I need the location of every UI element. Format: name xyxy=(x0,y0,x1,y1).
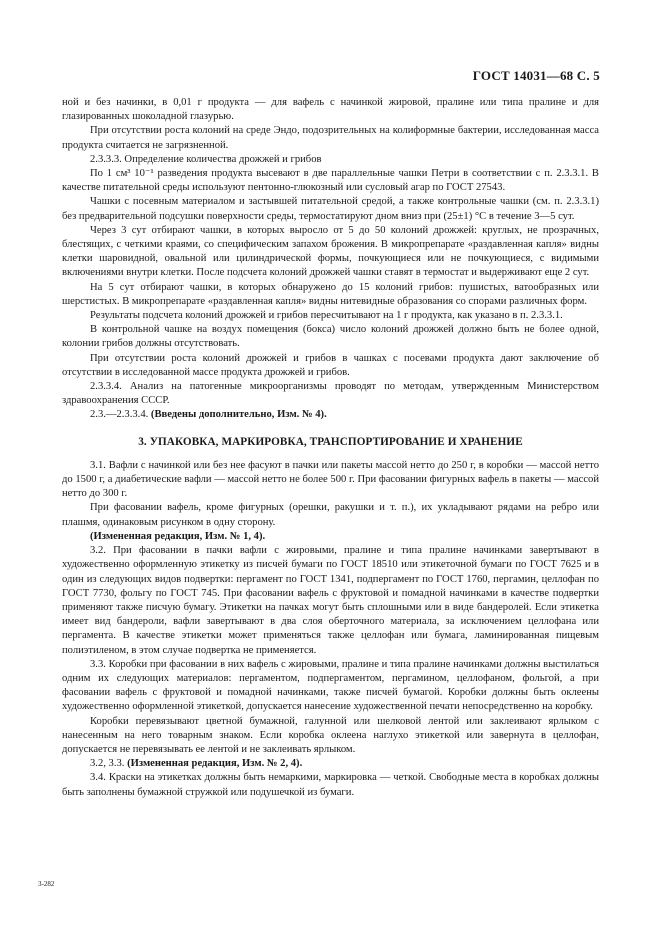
page-footer: 3-282 xyxy=(38,880,55,888)
paragraph: Коробки перевязывают цветной бумажной, галунной или шелковой лентой или заклеивают ярлыком с нанесенным на него товарным знаком. Если коробка оклеена наглухо этикеткой или завернута в целлофан, допускается не перевязывать ее лентой и не заклеивать ярлыком. xyxy=(62,715,599,755)
amendment-ref: 3.2, 3.3. xyxy=(90,758,128,770)
paragraph: Через 3 сут отбирают чашки, в которых выросло от 5 до 50 колоний дрожжей: круглых, не прозрачных, блестящих, с четкими краями, со специфическим запахом брожения. В микропрепарате «раздавленная капля» видны клетки шаровидной, овальной или цилиндрической формы, почкующиеся или не почкующиеся, с видимыми включениями внутри клетки. После подсчета колоний дрожжей чашки ставят в термостат и выдерживают еще 2 сут. xyxy=(62,224,599,279)
paragraph: В контрольной чашке на воздух помещения (бокса) число колоний дрожжей должно быть не более одной, колонии грибов должны отсутствовать. xyxy=(62,324,599,350)
paragraph: 3.4. Краски на этикетках должны быть немаркими, маркировка — четкой. Свободные места в коробках должны быть заполнены бумажной стружкой или подушечкой из бумаги. xyxy=(62,772,599,798)
paragraph: ной и без начинки, в 0,01 г продукта — для вафель с начинкой жировой, пралине или типа пралине и для глазированных шоколадной глазурью. xyxy=(62,97,599,123)
paragraph: При отсутствии роста колоний на среде Эндо, подозрительных на колиформные бактерии, исследованная масса продукта считается не загрязненной. xyxy=(62,125,599,151)
paragraph: Результаты подсчета колоний дрожжей и грибов пересчитывают на 1 г продукта, как указано в п. 2.3.3.1. xyxy=(90,310,563,322)
amendment-text: (Введены дополнительно, Изм. № 4). xyxy=(150,409,327,421)
paragraph: По 1 см³ 10⁻¹ разведения продукта высевают в две параллельные чашки Петри в соответствии с п. 2.3.3.1. В качестве питательной среды используют пентонно-глюкозный или сусловый агар по ГОСТ 27543. xyxy=(62,168,599,194)
paragraph: Чашки с посевным материалом и застывшей питательной средой, а также контрольные чашки (см. п. 2.3.3.1) без предварительной подсушки поверхности среды, термостатируют дном вниз при (25±1) °С в течение 3—5 сут. xyxy=(62,196,599,222)
paragraph: 2.3.3.4. Анализ на патогенные микроорганизмы проводят по методам, утвержденным Министерством здравоохранения СССР. xyxy=(62,381,599,407)
amendment-note xyxy=(62,408,599,422)
document-body xyxy=(62,96,599,800)
paragraph: 3.1. Вафли с начинкой или без нее фасуют в пачки или пакеты массой нетто до 250 г, в коробки — массой нетто до 1500 г, а диабетические вафли — массой нетто не более 500 г. При фасовании фигурных вафель в пакеты — массой нетто до 300 г. xyxy=(62,459,599,500)
amendment-ref: 2.3.—2.3.3.4. xyxy=(90,409,151,421)
amendment-note xyxy=(62,757,599,771)
section-heading: 3. УПАКОВКА, МАРКИРОВКА, ТРАНСПОРТИРОВАНИЕ И ХРАНЕНИЕ xyxy=(138,435,523,448)
paragraph: 3.3. Коробки при фасовании в них вафель с жировыми, пралине и типа пралине начинками должны выстилаться одним их следующих материалов: пергаментом, подпергаментом, пергамином, целлофаном, фольгой, а при фасовании вафель с фруктовой и помадной начинками, также писчей бумагой. Коробки должны быть оклеены художественно оформленной этикеткой, допускается нанесение художественной печати непосредственно на коробку. xyxy=(62,658,599,713)
paragraph: При отсутствии роста колоний дрожжей и грибов в чашках с посевами продукта дают заключение об отсутствии в исследованной массе продукта дрожжей и грибов. xyxy=(62,352,599,378)
page-header: ГОСТ 14031—68 С. 5 xyxy=(472,68,600,83)
paragraph: На 5 сут отбирают чашки, в которых обнаружено до 15 колоний грибов: пушистых, ватообразных или шерстистых. В микропрепарате «раздавленная капля» видны нитевидные образования со спорами различных форм. xyxy=(62,281,599,307)
paragraph: При фасовании вафель, кроме фигурных (орешки, ракушки и т. п.), их укладывают рядами на ребро или плашмя, одинаковым рисунком в одну сторону. xyxy=(62,502,599,528)
paragraph: 3.2. При фасовании в пачки вафли с жировыми, пралине и типа пралине начинками завертывают в художественно оформленную этикетку из писчей бумаги по ГОСТ 18510 или этикеточной бумаги по ГОСТ 7625 и в один из следующих видов подвертки: пергамент по ГОСТ 1341, подпергамент по ГОСТ 1760, пергамин, целлофан по ГОСТ 7730, фольгу по ГОСТ 745. При фасовании вафель с фруктовой и помадной начинками в качестве подвертки применяют также писчую бумагу. Этикетки на пачках могут быть сплошными или в виде бандеролей. Если этикетка имеет вид бандероли, вафли завертывают в два слоя оберточного материала, за исключением целлофана или пергамента. В качестве этикетки может применяться также целлофан или бумага, ламинированная пищевым полиэтиленом, в этом случае подвертка не применяется. xyxy=(62,545,599,656)
subsection-heading: 2.3.3.3. Определение количества дрожжей и грибов xyxy=(90,153,322,165)
amendment-note: (Измененная редакция, Изм. № 1, 4). xyxy=(90,530,266,542)
amendment-text: (Измененная редакция, Изм. № 2, 4). xyxy=(127,758,303,770)
